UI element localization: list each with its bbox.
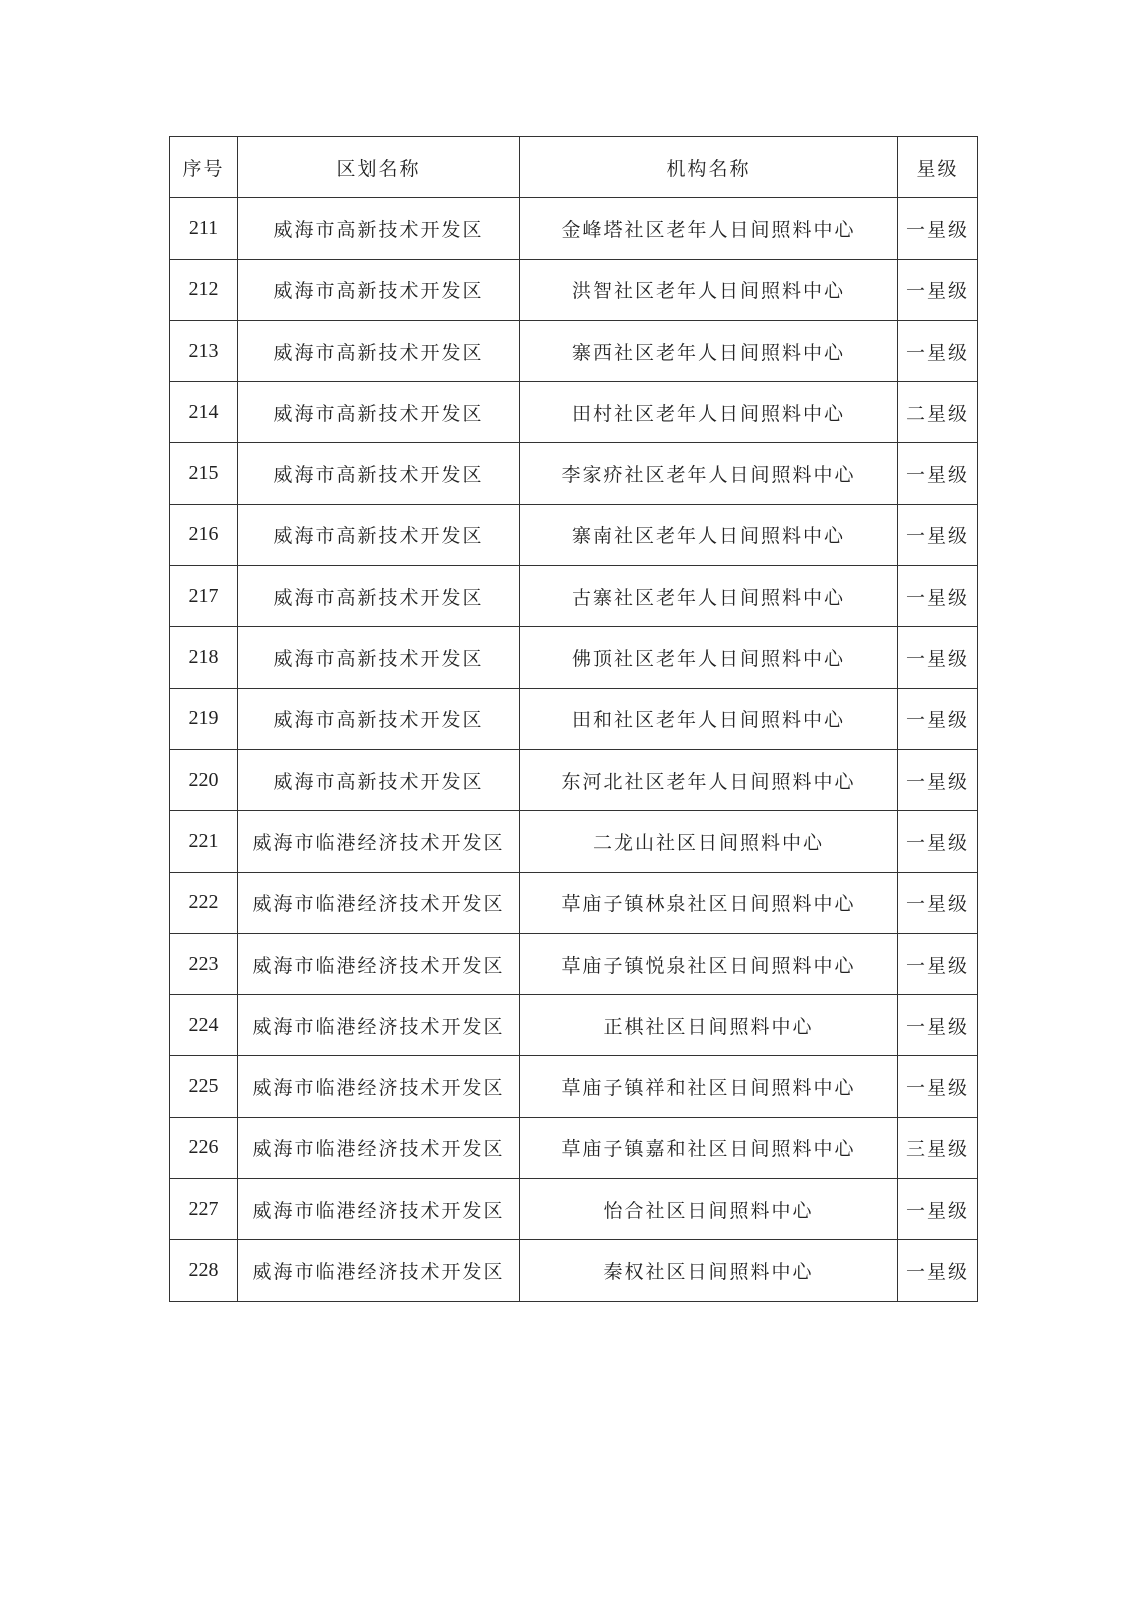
table-row: [170, 1179, 978, 1240]
cell-serial-number: 226: [170, 1117, 238, 1178]
cell-institution-name: 秦权社区日间照料中心: [520, 1240, 898, 1301]
cell-serial-number: 223: [170, 933, 238, 994]
cell-star-rating: 一星级: [898, 504, 978, 565]
table-row: [170, 198, 978, 259]
cell-institution-name: 寨南社区老年人日间照料中心: [520, 504, 898, 565]
cell-district-name: 威海市高新技术开发区: [238, 320, 520, 381]
cell-star-rating: 一星级: [898, 749, 978, 810]
cell-star-rating: 三星级: [898, 1117, 978, 1178]
table-row: [170, 1117, 978, 1178]
table-row: [170, 443, 978, 504]
cell-star-rating: 一星级: [898, 443, 978, 504]
table-row: [170, 872, 978, 933]
cell-institution-name: 二龙山社区日间照料中心: [520, 811, 898, 872]
cell-serial-number: 222: [170, 872, 238, 933]
table-row: [170, 811, 978, 872]
cell-serial-number: 218: [170, 627, 238, 688]
cell-institution-name: 正棋社区日间照料中心: [520, 995, 898, 1056]
cell-district-name: 威海市临港经济技术开发区: [238, 995, 520, 1056]
cell-star-rating: 一星级: [898, 995, 978, 1056]
cell-district-name: 威海市高新技术开发区: [238, 627, 520, 688]
cell-institution-name: 寨西社区老年人日间照料中心: [520, 320, 898, 381]
cell-district-name: 威海市高新技术开发区: [238, 688, 520, 749]
table-row: [170, 688, 978, 749]
cell-institution-name: 田村社区老年人日间照料中心: [520, 382, 898, 443]
table-header-row: [170, 137, 978, 198]
cell-district-name: 威海市临港经济技术开发区: [238, 933, 520, 994]
institution-table: [169, 136, 978, 1302]
cell-serial-number: 219: [170, 688, 238, 749]
cell-star-rating: 二星级: [898, 382, 978, 443]
cell-institution-name: 古寨社区老年人日间照料中心: [520, 566, 898, 627]
cell-star-rating: 一星级: [898, 259, 978, 320]
table-row: [170, 1240, 978, 1301]
cell-serial-number: 228: [170, 1240, 238, 1301]
cell-district-name: 威海市高新技术开发区: [238, 443, 520, 504]
cell-district-name: 威海市高新技术开发区: [238, 198, 520, 259]
cell-district-name: 威海市临港经济技术开发区: [238, 1240, 520, 1301]
header-district-name: 区划名称: [238, 137, 520, 198]
cell-district-name: 威海市高新技术开发区: [238, 259, 520, 320]
table-row: [170, 566, 978, 627]
cell-serial-number: 227: [170, 1179, 238, 1240]
cell-star-rating: 一星级: [898, 872, 978, 933]
cell-serial-number: 225: [170, 1056, 238, 1117]
cell-star-rating: 一星级: [898, 627, 978, 688]
cell-district-name: 威海市临港经济技术开发区: [238, 1179, 520, 1240]
cell-district-name: 威海市高新技术开发区: [238, 566, 520, 627]
table-row: [170, 995, 978, 1056]
table-row: [170, 1056, 978, 1117]
cell-serial-number: 224: [170, 995, 238, 1056]
cell-district-name: 威海市临港经济技术开发区: [238, 872, 520, 933]
cell-serial-number: 220: [170, 749, 238, 810]
cell-district-name: 威海市临港经济技术开发区: [238, 1056, 520, 1117]
cell-star-rating: 一星级: [898, 688, 978, 749]
header-institution-name: 机构名称: [520, 137, 898, 198]
cell-serial-number: 215: [170, 443, 238, 504]
cell-institution-name: 李家疥社区老年人日间照料中心: [520, 443, 898, 504]
cell-institution-name: 草庙子镇悦泉社区日间照料中心: [520, 933, 898, 994]
cell-institution-name: 田和社区老年人日间照料中心: [520, 688, 898, 749]
cell-star-rating: 一星级: [898, 198, 978, 259]
cell-institution-name: 怡合社区日间照料中心: [520, 1179, 898, 1240]
cell-star-rating: 一星级: [898, 933, 978, 994]
cell-star-rating: 一星级: [898, 1179, 978, 1240]
cell-serial-number: 212: [170, 259, 238, 320]
cell-district-name: 威海市临港经济技术开发区: [238, 1117, 520, 1178]
cell-star-rating: 一星级: [898, 1240, 978, 1301]
cell-district-name: 威海市高新技术开发区: [238, 504, 520, 565]
table-row: [170, 382, 978, 443]
cell-institution-name: 金峰塔社区老年人日间照料中心: [520, 198, 898, 259]
table-row: [170, 749, 978, 810]
cell-star-rating: 一星级: [898, 1056, 978, 1117]
header-star-rating: 星级: [898, 137, 978, 198]
cell-institution-name: 佛顶社区老年人日间照料中心: [520, 627, 898, 688]
cell-institution-name: 洪智社区老年人日间照料中心: [520, 259, 898, 320]
table-row: [170, 320, 978, 381]
table-row: [170, 504, 978, 565]
header-serial-number: 序号: [170, 137, 238, 198]
table-row: [170, 627, 978, 688]
cell-district-name: 威海市高新技术开发区: [238, 382, 520, 443]
cell-institution-name: 草庙子镇祥和社区日间照料中心: [520, 1056, 898, 1117]
cell-star-rating: 一星级: [898, 811, 978, 872]
cell-serial-number: 216: [170, 504, 238, 565]
cell-serial-number: 213: [170, 320, 238, 381]
cell-serial-number: 211: [170, 198, 238, 259]
cell-serial-number: 221: [170, 811, 238, 872]
cell-star-rating: 一星级: [898, 566, 978, 627]
table-body: [170, 198, 978, 1301]
table-row: [170, 933, 978, 994]
table-row: [170, 259, 978, 320]
cell-district-name: 威海市临港经济技术开发区: [238, 811, 520, 872]
cell-serial-number: 214: [170, 382, 238, 443]
cell-institution-name: 草庙子镇林泉社区日间照料中心: [520, 872, 898, 933]
cell-institution-name: 东河北社区老年人日间照料中心: [520, 749, 898, 810]
cell-star-rating: 一星级: [898, 320, 978, 381]
cell-district-name: 威海市高新技术开发区: [238, 749, 520, 810]
cell-institution-name: 草庙子镇嘉和社区日间照料中心: [520, 1117, 898, 1178]
cell-serial-number: 217: [170, 566, 238, 627]
